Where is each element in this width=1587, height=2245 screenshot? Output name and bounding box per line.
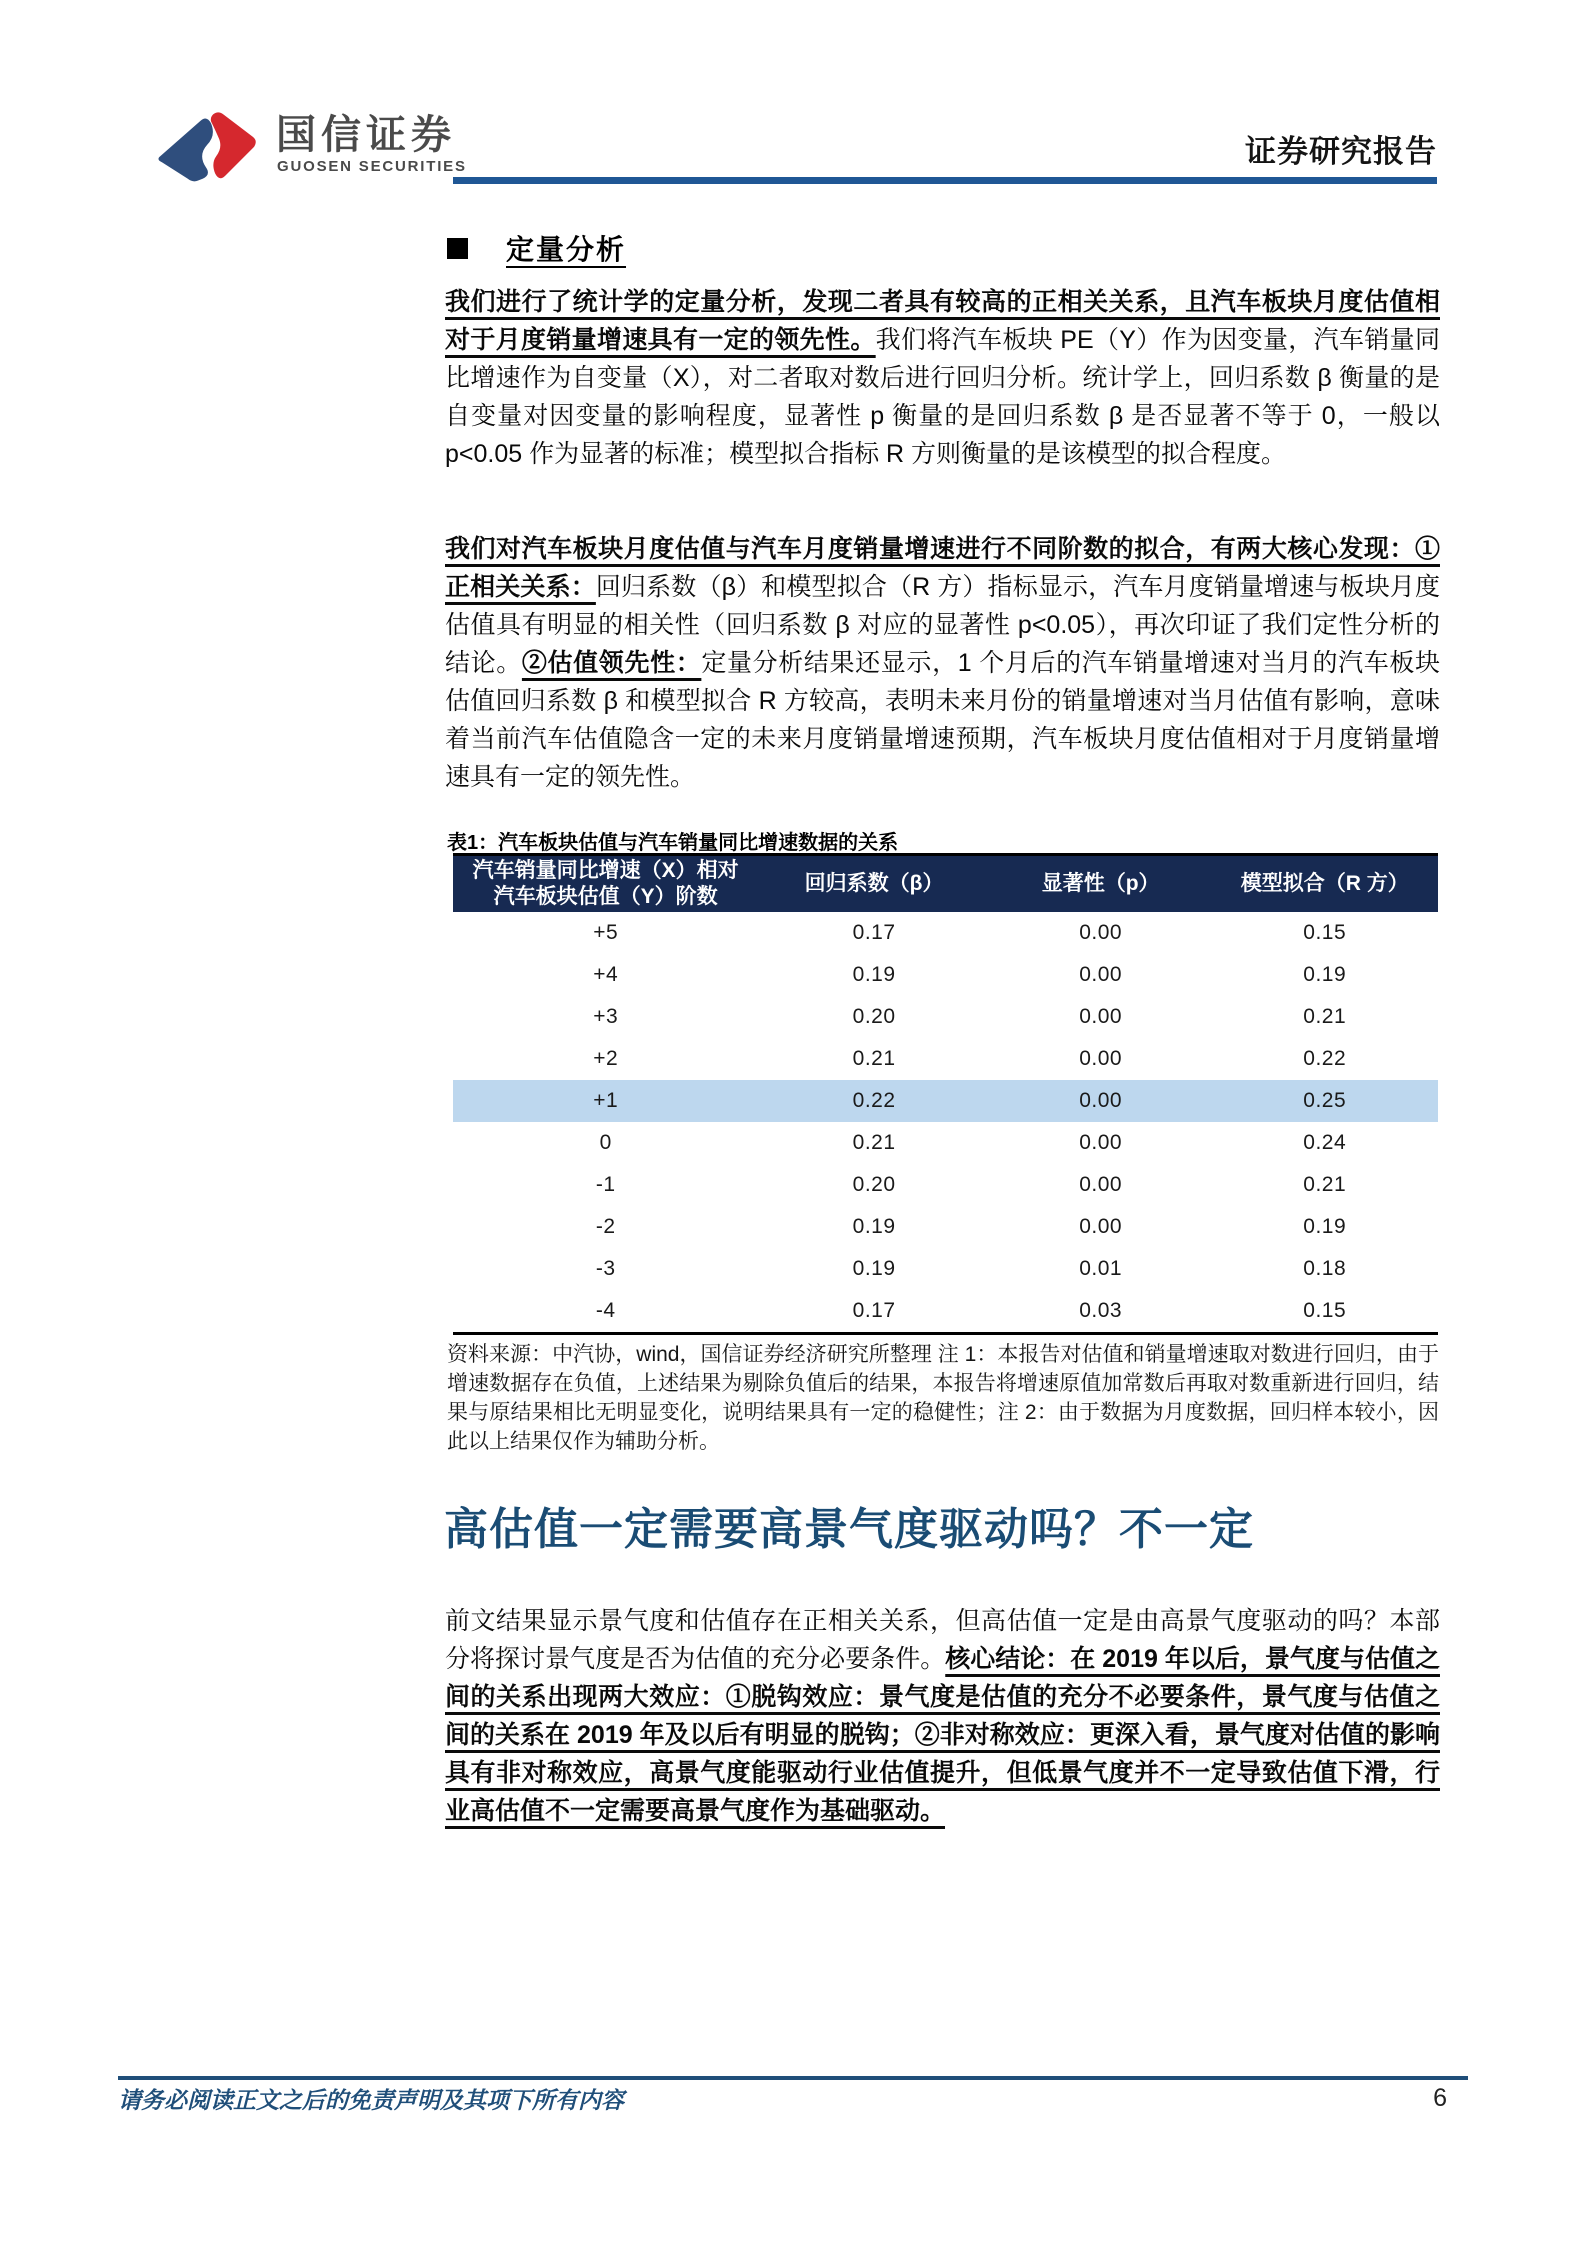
section-title: 定量分析 bbox=[506, 234, 627, 265]
table-cell: +2 bbox=[593, 1047, 619, 1070]
table-header-p: 显著性（p） bbox=[990, 855, 1212, 913]
table-cell: +4 bbox=[593, 963, 619, 986]
table-row bbox=[453, 996, 1438, 1038]
table-cell: +5 bbox=[593, 921, 619, 944]
table-cell: 0.15 bbox=[1303, 921, 1347, 944]
section2-heading: 高估值一定需要高景气度驱动吗？不一定 bbox=[444, 1505, 1254, 1554]
body-text: 我们将汽车板块 PE（Y）作为因变量，汽车销量同比增速作为自变量（X），对二者取对数后进行回归分析。统计学上，回归系数 β 衡量的是自变量对因变量的影响程度，显著性 p 衡量的是回归系数 β 是否显著不等于 0，一般以 p<0.05 作为显著的标准；模型拟合指标 R 方则衡量的是该模型的拟合程度。 bbox=[445, 326, 1440, 468]
body-text: 回归系数（β）和模型拟合（R 方）指标显示，汽车月度销量增速与板块月度估值具有明显的相关性（回归系数 β 对应的显著性 p<0.05），再次印证了我们定性分析的结论。 bbox=[445, 573, 1440, 677]
page-number: 6 bbox=[1433, 2084, 1447, 2112]
table-caption: 表1：汽车板块估值与汽车销量同比增速数据的关系 bbox=[447, 832, 899, 854]
table-cell: 0.22 bbox=[758, 1080, 989, 1122]
table-row bbox=[453, 954, 1438, 996]
table-cell: 0.19 bbox=[852, 1215, 896, 1238]
table-row bbox=[453, 1038, 1438, 1080]
table-cell: 0.24 bbox=[1303, 1131, 1347, 1154]
emphasis-text: 我们进行了统计学的定量分析，发现二者具有较高的正相关关系，且汽车板块月度估值相对于月度销量增速具有一定的领先性。 bbox=[445, 288, 1440, 354]
table-cell: +3 bbox=[593, 1005, 619, 1028]
table-cell: 0.17 bbox=[852, 1299, 896, 1322]
table-cell: 0.00 bbox=[1079, 963, 1123, 986]
table-row bbox=[453, 1080, 1438, 1122]
table-cell: 0.21 bbox=[852, 1047, 896, 1070]
table-cell: 0.17 bbox=[852, 921, 896, 944]
table-cell: -4 bbox=[595, 1299, 616, 1322]
table-row bbox=[453, 912, 1438, 954]
table-cell: -3 bbox=[595, 1257, 616, 1280]
paragraph-conclusion bbox=[445, 1602, 1440, 1830]
table-header-beta: 回归系数（β） bbox=[758, 855, 989, 913]
table-header-r2: 模型拟合（R 方） bbox=[1211, 855, 1438, 913]
table-row bbox=[453, 1122, 1438, 1164]
table-cell: -2 bbox=[595, 1215, 616, 1238]
regression-table bbox=[453, 853, 1438, 1335]
table-row bbox=[453, 1248, 1438, 1290]
table-header-order: 汽车销量同比增速（X）相对 汽车板块估值（Y）阶数 bbox=[453, 855, 758, 913]
table-cell: 0.03 bbox=[1079, 1299, 1123, 1322]
table-cell: 0.15 bbox=[1303, 1299, 1347, 1322]
table-cell: 0.19 bbox=[1303, 1215, 1347, 1238]
emphasis-text: 我们对汽车板块月度估值与汽车月度销量增速进行不同阶数的拟合，有两大核心发现：①正相关关系： bbox=[445, 535, 1440, 601]
footer-divider bbox=[118, 2076, 1468, 2080]
table-cell: 0.00 bbox=[1079, 1131, 1123, 1154]
section-title-row bbox=[447, 228, 626, 268]
table-cell: 0.19 bbox=[852, 963, 896, 986]
table-cell: +1 bbox=[453, 1080, 758, 1122]
table-cell: -1 bbox=[595, 1173, 616, 1196]
table-cell: 0.21 bbox=[1303, 1005, 1347, 1028]
table-cell: 0.00 bbox=[1079, 1047, 1123, 1070]
table-cell: 0.00 bbox=[1079, 1005, 1123, 1028]
emphasis-text: ②估值领先性： bbox=[521, 649, 702, 677]
table-cell: 0.00 bbox=[1079, 921, 1123, 944]
table-cell: 0.01 bbox=[1079, 1257, 1123, 1280]
table-cell: 0.00 bbox=[1079, 1215, 1123, 1238]
report-type-label: 证券研究报告 bbox=[1245, 134, 1437, 169]
guosen-logo-icon bbox=[156, 110, 258, 182]
table-cell: 0.00 bbox=[990, 1080, 1212, 1122]
table-cell: 0.20 bbox=[852, 1173, 896, 1196]
section-bullet-icon bbox=[447, 238, 468, 259]
table-cell: 0.19 bbox=[1303, 963, 1347, 986]
table-body bbox=[453, 912, 1438, 1334]
header-divider bbox=[453, 177, 1437, 184]
table-header bbox=[453, 855, 1438, 913]
table-cell: 0.00 bbox=[1079, 1173, 1123, 1196]
body-text: 前文结果显示景气度和估值存在正相关关系，但高估值一定是由高景气度驱动的吗？本部分将探讨景气度是否为估值的充分必要条件。 bbox=[445, 1607, 1440, 1673]
logo-en-text: GUOSEN SECURITIES bbox=[277, 158, 467, 175]
table-cell: 0 bbox=[599, 1131, 612, 1154]
table-cell: 0.21 bbox=[852, 1131, 896, 1154]
table-cell: 0.20 bbox=[852, 1005, 896, 1028]
table-cell: 0.21 bbox=[1303, 1173, 1347, 1196]
table-row bbox=[453, 1164, 1438, 1206]
body-text: 定量分析结果还显示，1 个月后的汽车销量增速对当月的汽车板块估值回归系数 β 和模型拟合 R 方较高，表明未来月份的销量增速对当月估值有影响，意味着当前汽车估值隐含一定的未来月度销量增速预期，汽车板块月度估值相对于月度销量增速具有一定的领先性。 bbox=[445, 649, 1440, 791]
table-cell: 0.18 bbox=[1303, 1257, 1347, 1280]
logo-cn-text: 国信证券 bbox=[276, 113, 456, 157]
paragraph-quantitative-intro bbox=[445, 283, 1440, 473]
footer-disclaimer: 请务必阅读正文之后的免责声明及其项下所有内容 bbox=[118, 2087, 624, 2113]
table-cell: 0.25 bbox=[1211, 1080, 1438, 1122]
table-row bbox=[453, 1290, 1438, 1334]
paragraph-findings bbox=[445, 530, 1440, 796]
table-cell: 0.19 bbox=[852, 1257, 896, 1280]
emphasis-text: 核心结论：在 2019 年以后，景气度与估值之间的关系出现两大效应：①脱钩效应：景气度是估值的充分不必要条件，景气度与估值之间的关系在 2019 年及以后有明显的脱钩；②非对称效应：更深入看，景气度对估值的影响具有非对称效应，高景气度能驱动行业估值提升，但低景气度并不一定导致估值下滑，行业高估值不一定需要高景气度作为基础驱动。 bbox=[445, 1645, 1440, 1825]
table-row bbox=[453, 1206, 1438, 1248]
table-cell: 0.22 bbox=[1303, 1047, 1347, 1070]
table-source-note: 资料来源：中汽协，wind，国信证券经济研究所整理 注 1：本报告对估值和销量增速取对数进行回归，由于增速数据存在负值，上述结果为剔除负值后的结果，本报告将增速原值加常数后再取对数重新进行回归，结果与原结果相比无明显变化，说明结果具有一定的稳健性；注 2：由于数据为月度数据，回归样本较小，因此以上结果仅作为辅助分析。 bbox=[447, 1343, 1439, 1453]
